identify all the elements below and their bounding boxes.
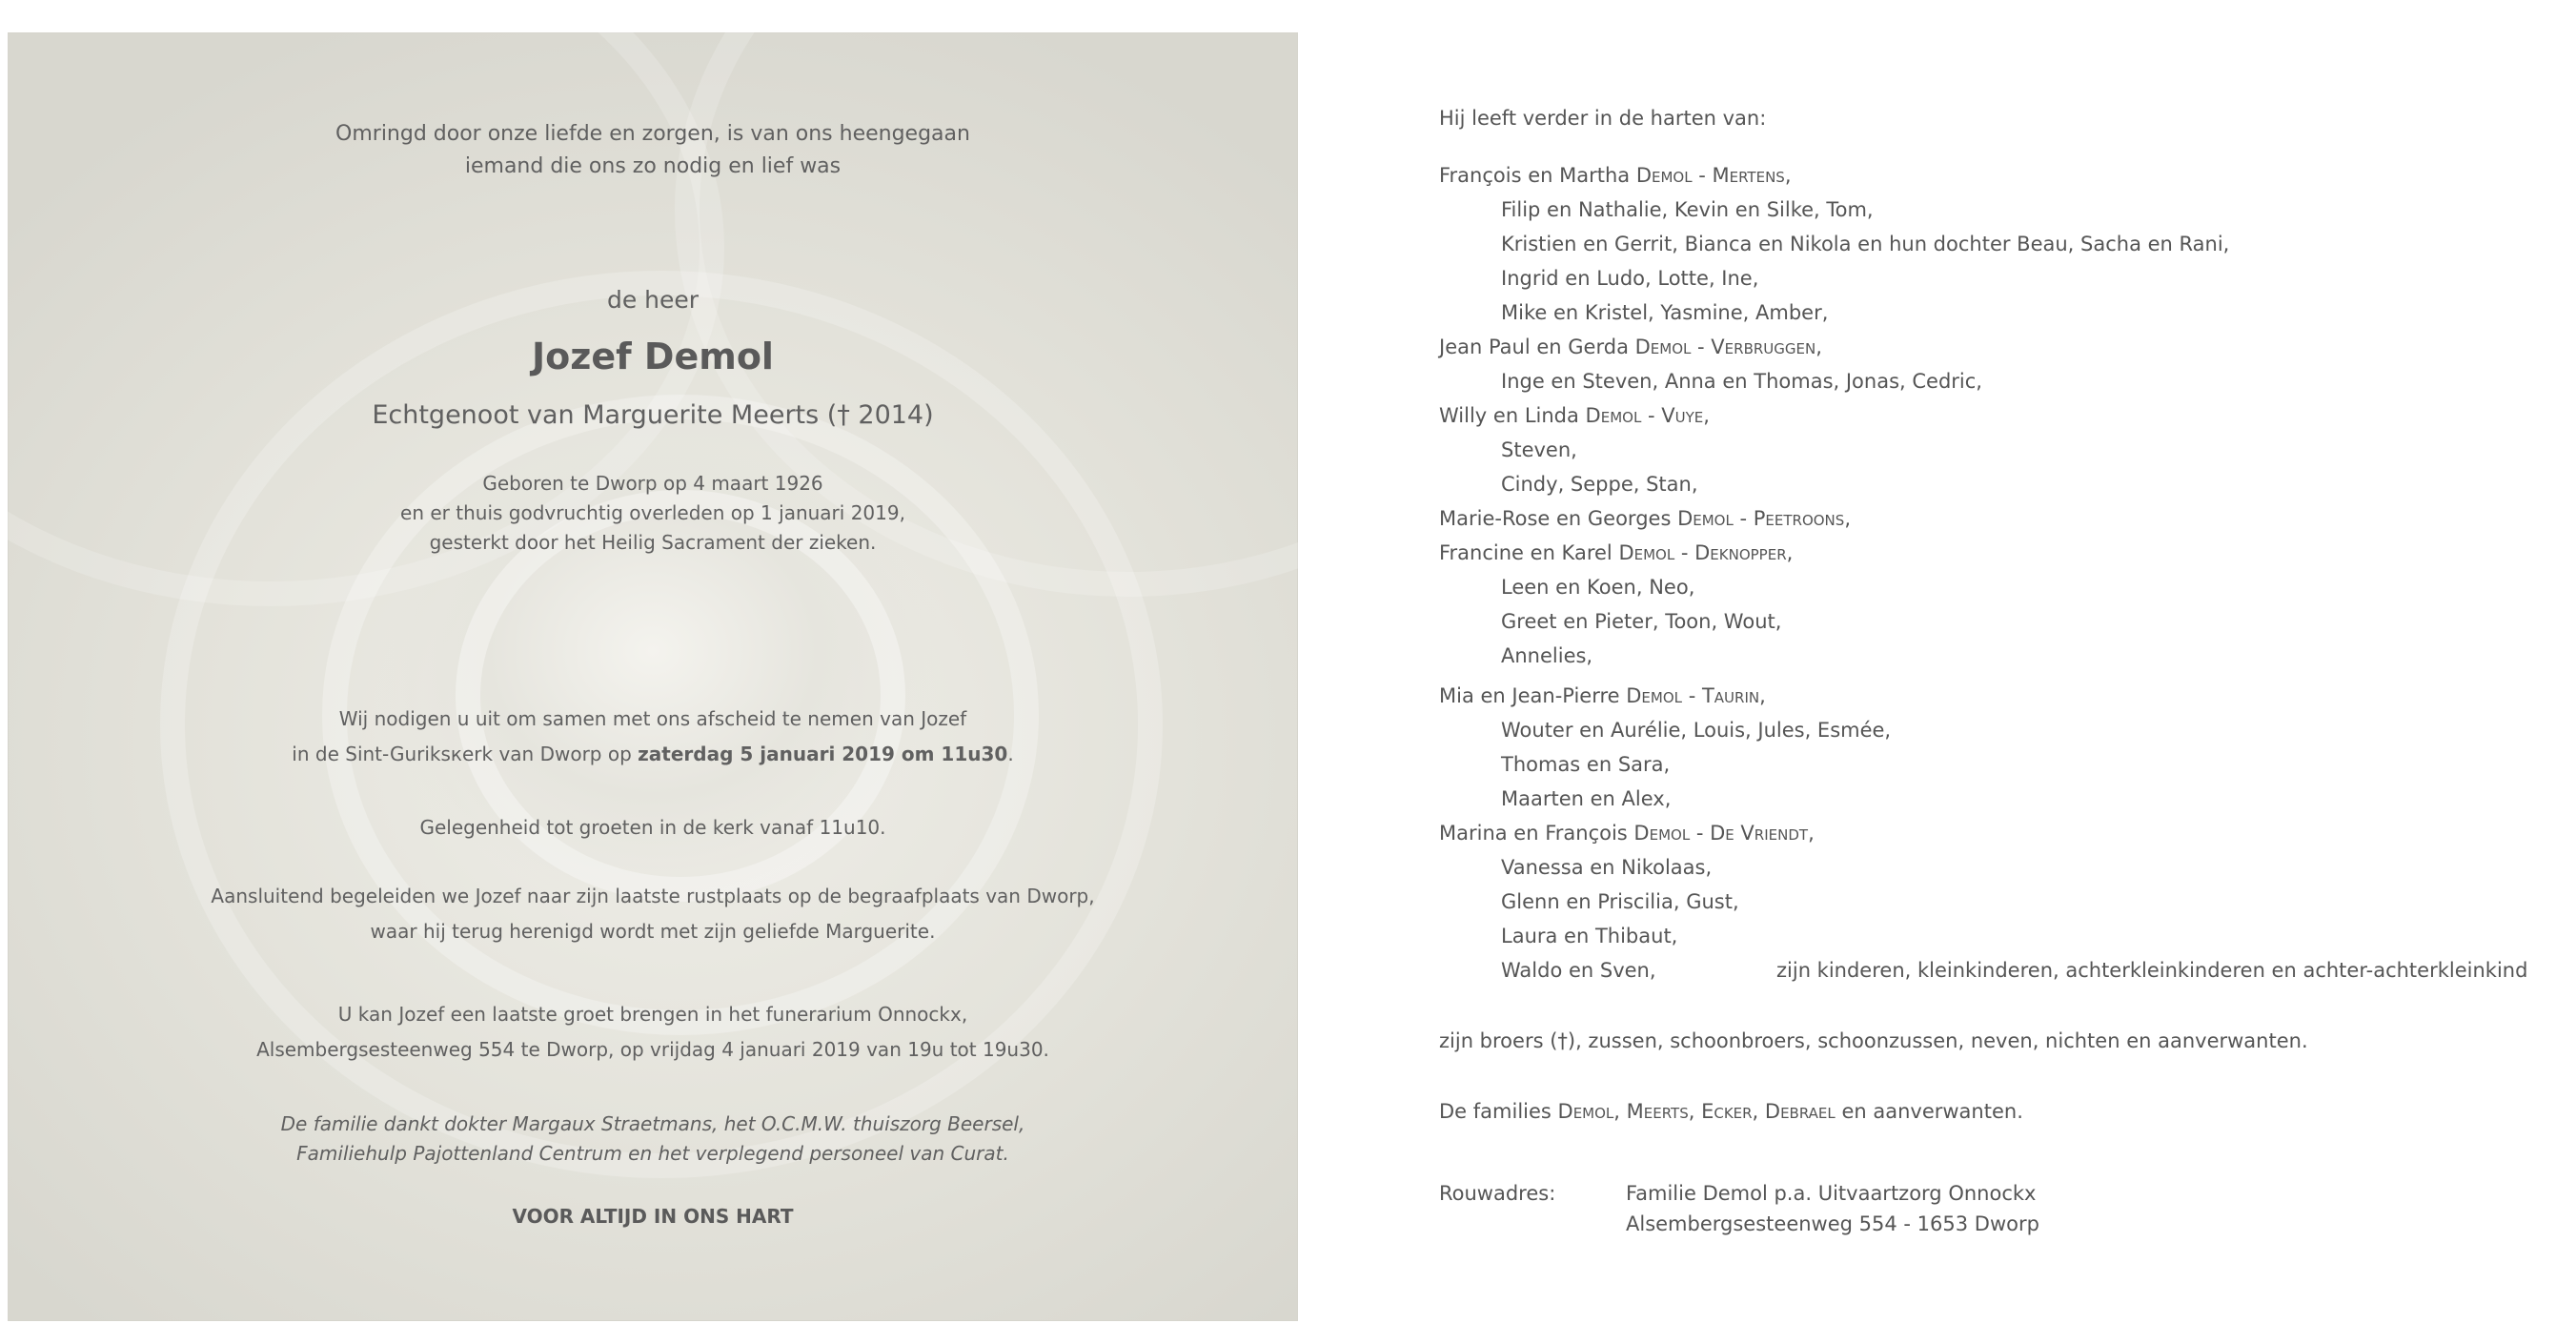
- family-surname: Demol - Vuye: [1585, 404, 1704, 427]
- intro-line: iemand die ons zo nodig en lief was: [464, 154, 842, 178]
- family-descendants-line: Ingrid en Ludo, Lotte, Ine,: [1501, 267, 1759, 290]
- family-surname: Demol - Peetroons: [1677, 507, 1845, 530]
- address-label: Rouwadres:: [1439, 1182, 1556, 1205]
- invitation-line: in de Sint-Guriksкerk van Dworp op zaterdag 5 januari 2019 om 11u30.: [292, 743, 1014, 765]
- family-descendants-line: Vanessa en Nikolaas,: [1501, 856, 1713, 879]
- title-prefix: de heer: [606, 286, 700, 314]
- birth-line: Geboren te Dworp op 4 maart 1926: [482, 472, 823, 495]
- family-couple-line: Francine en Karel Demol - Deknopper,: [1439, 541, 1794, 564]
- family-descendants-line: Mike en Kristel, Yasmine, Amber,: [1501, 301, 1829, 324]
- family-descendants-line: Filip en Nathalie, Kevin en Silke, Tom,: [1501, 198, 1874, 221]
- burial-line: Aansluitend begeleiden we Jozef naar zijn laatste rustplaats op de begraafplaats van Dworp,: [211, 885, 1095, 907]
- family-descendants-line: Steven,: [1501, 438, 1577, 461]
- family-surname: Demol - Deknopper: [1618, 541, 1787, 564]
- family-descendants-line: Leen en Koen, Neo,: [1501, 576, 1695, 599]
- address-line: Alsembergsesteenweg 554 - 1653 Dworp: [1626, 1212, 2039, 1235]
- family-descendants-line: Thomas en Sara,: [1501, 753, 1671, 776]
- family-couple-line: François en Martha Demol - Mertens,: [1439, 164, 1792, 187]
- motto: VOOR ALTIJD IN ONS HART: [512, 1205, 794, 1228]
- family-descendants-line: Annelies,: [1501, 644, 1593, 667]
- family-descendants-line: Laura en Thibaut,: [1501, 925, 1678, 947]
- thanks-line: Familiehulp Pajottenland Centrum en het verplegend personeel van Curat.: [296, 1142, 1009, 1165]
- address-line: Familie Demol p.a. Uitvaartzorg Onnockx: [1626, 1182, 2037, 1205]
- family-descendants-line: Greet en Pieter, Toon, Wout,: [1501, 610, 1782, 633]
- family-couple-line: Marie-Rose en Georges Demol - Peetroons,: [1439, 507, 1851, 530]
- spouse-line: Echtgenoot van Marguerite Meerts († 2014): [372, 400, 934, 430]
- death-line: en er thuis godvruchtig overleden op 1 januari 2019,: [400, 501, 905, 524]
- deceased-name: Jozef Demol: [532, 336, 774, 377]
- families-line: De families Demol, Meerts, Ecker, Debrael en aanverwanten.: [1439, 1100, 2023, 1123]
- family-descendants-line: Glenn en Priscilia, Gust,: [1501, 890, 1739, 913]
- family-surname: Demol - De Vriendt: [1633, 822, 1809, 845]
- burial-line: waar hij terug herenigd wordt met zijn geliefde Marguerite.: [370, 920, 936, 943]
- family-descendants-line: Cindy, Seppe, Stan,: [1501, 473, 1698, 496]
- family-surname: Demol - Mertens: [1635, 164, 1785, 187]
- family-couple-line: Jean Paul en Gerda Demol - Verbruggen,: [1439, 336, 1822, 358]
- family-descendants-line: Wouter en Aurélie, Louis, Jules, Esmée,: [1501, 719, 1892, 742]
- thanks-line: De familie dankt dokter Margaux Straetmans, het O.C.M.W. thuiszorg Beersel,: [280, 1112, 1025, 1135]
- funerarium-line: U kan Jozef een laatste groet brengen in het funerarium Onnockx,: [337, 1003, 968, 1026]
- family-surname: Demol - Verbruggen: [1634, 336, 1816, 358]
- family-couple-line: Willy en Linda Demol - Vuye,: [1439, 404, 1710, 427]
- sacrament-line: gesterkt door het Heilig Sacrament der zieken.: [429, 531, 877, 554]
- family-descendants-line: Waldo en Sven,: [1501, 959, 1656, 982]
- family-surname: Demol - Taurin: [1626, 684, 1760, 707]
- funerarium-line: Alsembergsesteenweg 554 te Dworp, op vrijdag 4 januari 2019 van 19u tot 19u30.: [256, 1038, 1049, 1061]
- ceremony-datetime: zaterdag 5 januari 2019 om 11u30: [638, 743, 1008, 765]
- family-descendants-line: Maarten en Alex,: [1501, 787, 1672, 810]
- family-couple-line: Marina en François Demol - De Vriendt,: [1439, 822, 1815, 845]
- invitation-line: Wij nodigen u uit om samen met ons afscheid te nemen van Jozef: [338, 707, 967, 730]
- family-descendants-line: Inge en Steven, Anna en Thomas, Jonas, Cedric,: [1501, 370, 1982, 393]
- family-couple-line: Mia en Jean-Pierre Demol - Taurin,: [1439, 684, 1766, 707]
- family-names: Demol, Meerts, Ecker, Debrael: [1557, 1100, 1836, 1123]
- family-heading: Hij leeft verder in de harten van:: [1439, 107, 1767, 130]
- intro-line: Omringd door onze liefde en zorgen, is van ons heengegaan: [335, 122, 970, 146]
- children-note: zijn kinderen, kleinkinderen, achterkleinkinderen en achter-achterkleinkind: [1776, 959, 2528, 982]
- family-descendants-line: Kristien en Gerrit, Bianca en Nikola en hun dochter Beau, Sacha en Rani,: [1501, 233, 2230, 255]
- greeting-time: Gelegenheid tot groeten in de kerk vanaf 11u10.: [419, 816, 886, 839]
- siblings-line: zijn broers (†), zussen, schoonbroers, schoonzussen, neven, nichten en aanverwanten.: [1439, 1029, 2308, 1052]
